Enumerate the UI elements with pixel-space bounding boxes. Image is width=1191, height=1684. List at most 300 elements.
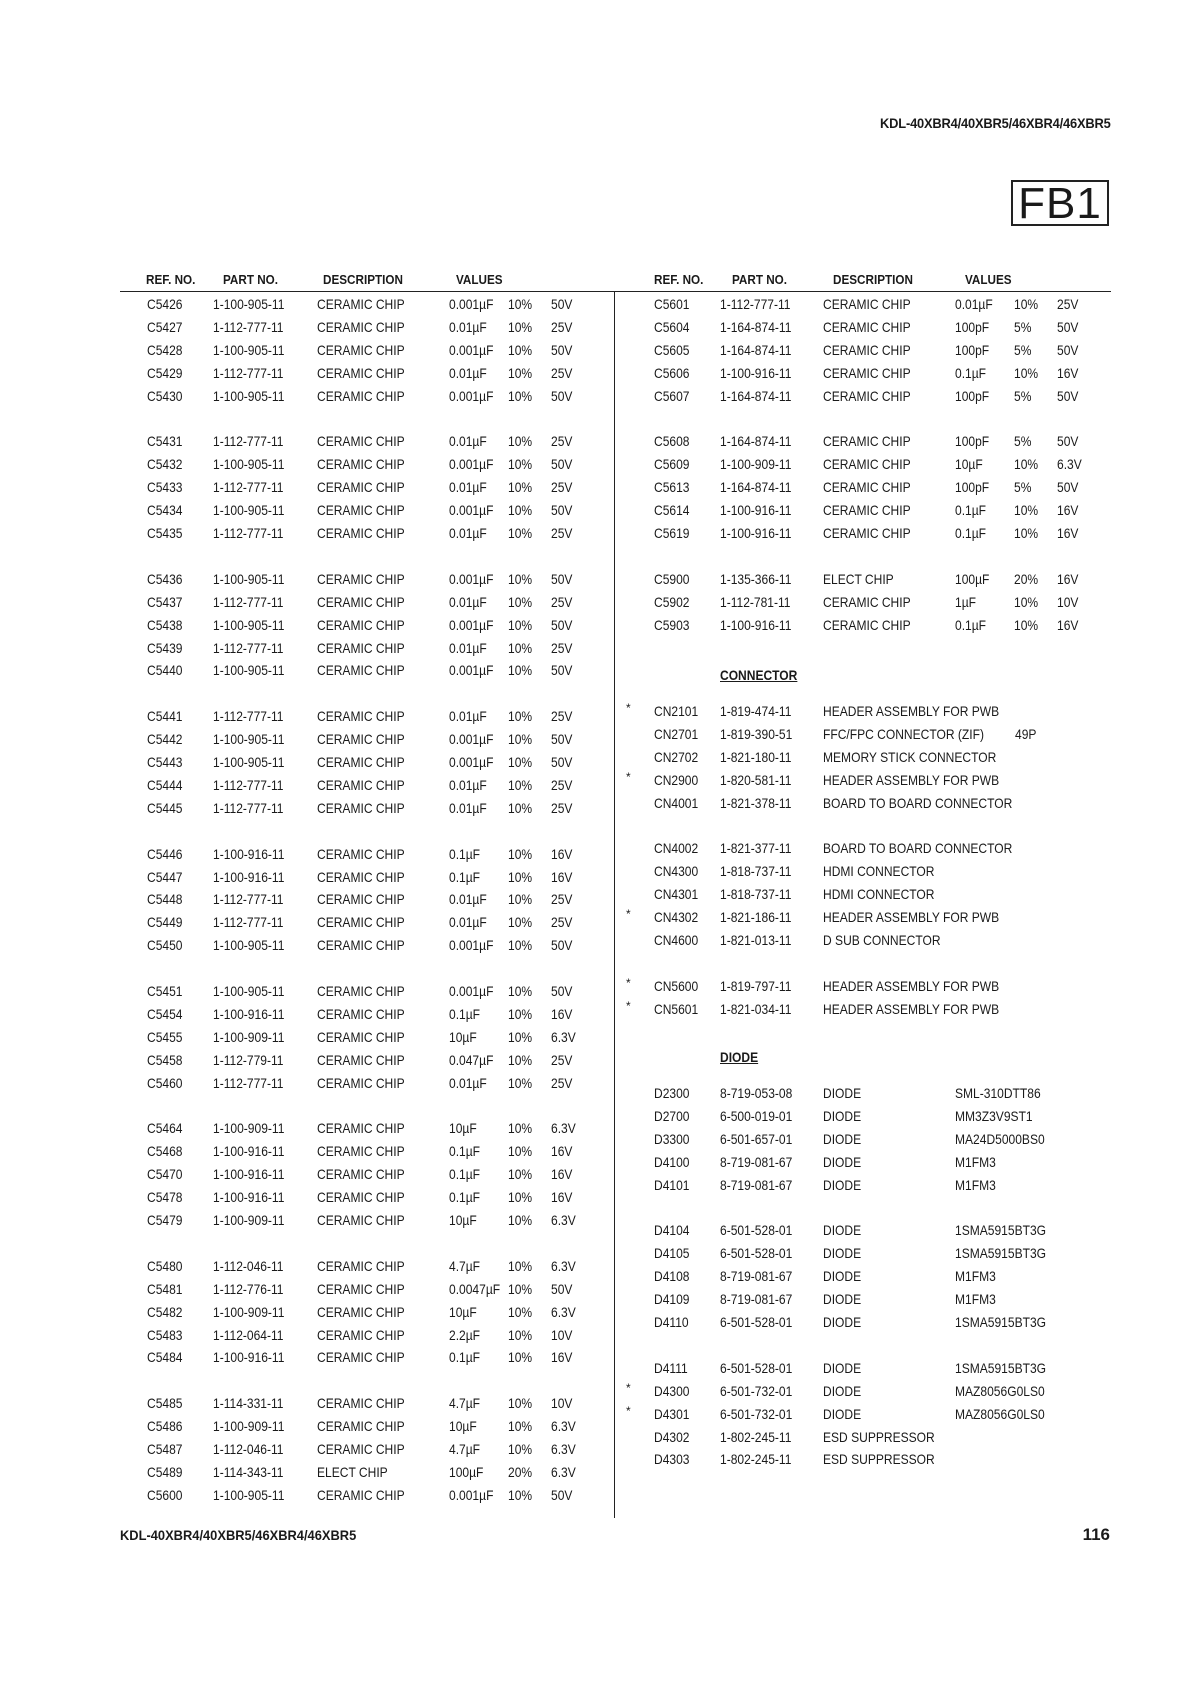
- tolerance: 10%: [508, 1303, 533, 1320]
- tolerance: 10%: [508, 776, 533, 793]
- tolerance: 10%: [508, 364, 533, 381]
- description: CERAMIC CHIP: [317, 708, 405, 725]
- voltage: 50V: [551, 754, 573, 770]
- tolerance: 10%: [1014, 456, 1039, 473]
- safety-asterisk: *: [626, 1403, 631, 1418]
- voltage: 25V: [551, 639, 573, 656]
- part-no: 6-501-528-01: [720, 1245, 793, 1262]
- voltage: 16V: [551, 1005, 573, 1022]
- description: CERAMIC CHIP: [317, 502, 405, 519]
- part-no: 1-112-777-11: [213, 708, 284, 725]
- value: 4.7µF: [449, 1395, 481, 1412]
- part-no: 6-501-528-01: [720, 1222, 793, 1239]
- description: CERAMIC CHIP: [317, 983, 405, 999]
- ref-no: C5445: [147, 799, 183, 816]
- tolerance: 10%: [508, 1005, 533, 1022]
- value: M1FM3: [955, 1268, 996, 1285]
- ref-no: C5460: [147, 1074, 183, 1091]
- ref-no: CN2702: [654, 748, 699, 765]
- value: 0.01µF: [449, 639, 487, 656]
- ref-no: D4303: [654, 1451, 690, 1468]
- ref-no: C5606: [654, 364, 690, 381]
- description: CERAMIC CHIP: [317, 616, 405, 633]
- ref-no: C5437: [147, 593, 183, 610]
- ref-no: C5432: [147, 456, 183, 473]
- voltage: 25V: [1057, 296, 1079, 312]
- tolerance: 10%: [508, 1120, 533, 1137]
- description: DIODE: [823, 1153, 862, 1170]
- description: HEADER ASSEMBLY FOR PWB: [823, 771, 1000, 788]
- voltage: 50V: [551, 1280, 573, 1297]
- value: 0.001µF: [449, 937, 494, 954]
- col-header-values-left: VALUES: [456, 272, 503, 287]
- value: 0.047µF: [449, 1051, 494, 1068]
- ref-no: C5614: [654, 502, 690, 519]
- ref-no: C5480: [147, 1257, 183, 1274]
- description: CERAMIC CHIP: [317, 1120, 405, 1137]
- value: 1SMA5915BT3G: [955, 1359, 1047, 1376]
- ref-no: C5605: [654, 341, 690, 358]
- value: 100pF: [955, 341, 990, 358]
- ref-no: C5448: [147, 891, 183, 908]
- value: 0.001µF: [449, 341, 494, 358]
- value: 100µF: [955, 570, 990, 587]
- part-no: 1-100-905-11: [213, 937, 285, 954]
- tolerance: 10%: [508, 1212, 533, 1228]
- part-no: 1-114-331-11: [213, 1395, 284, 1412]
- value: 4.7µF: [449, 1257, 481, 1274]
- voltage: 25V: [551, 914, 573, 931]
- section-title-diode: DIODE: [720, 1049, 759, 1065]
- value: M1FM3: [955, 1176, 996, 1193]
- tolerance: 10%: [508, 1257, 533, 1274]
- voltage: 6.3V: [551, 1120, 576, 1137]
- part-no: 1-112-777-11: [213, 364, 284, 381]
- value: 0.001µF: [449, 387, 494, 404]
- col-header-desc-left: DESCRIPTION: [323, 272, 403, 287]
- ref-no: D4109: [654, 1291, 690, 1308]
- ref-no: D2300: [654, 1085, 690, 1101]
- voltage: 50V: [551, 937, 573, 954]
- tolerance: 5%: [1014, 341, 1032, 358]
- ref-no: D4100: [654, 1153, 690, 1170]
- value: 0.01µF: [955, 296, 993, 312]
- value: 1SMA5915BT3G: [955, 1222, 1047, 1239]
- tolerance: 10%: [508, 1349, 533, 1366]
- tolerance: 10%: [508, 983, 533, 999]
- part-no: 1-112-777-11: [213, 318, 284, 335]
- part-no: 1-100-909-11: [213, 1418, 285, 1435]
- voltage: 50V: [551, 387, 573, 404]
- value: MA24D5000BS0: [955, 1130, 1045, 1147]
- ref-no: C5487: [147, 1441, 183, 1457]
- voltage: 50V: [551, 296, 573, 312]
- part-no: 1-112-777-11: [213, 433, 284, 450]
- ref-no: CN4302: [654, 909, 699, 926]
- part-no: 1-135-366-11: [720, 570, 792, 587]
- description: CERAMIC CHIP: [823, 593, 911, 610]
- ref-no: C5446: [147, 845, 183, 862]
- part-no: 1-112-777-11: [213, 891, 284, 908]
- ref-no: C5489: [147, 1463, 183, 1480]
- value: 0.001µF: [449, 570, 494, 587]
- tolerance: 10%: [1014, 364, 1039, 381]
- value: 0.001µF: [449, 456, 494, 473]
- description: CERAMIC CHIP: [317, 1189, 405, 1206]
- ref-no: CN2701: [654, 725, 699, 742]
- ref-no: C5449: [147, 914, 183, 931]
- tolerance: 10%: [508, 639, 533, 656]
- ref-no: C5435: [147, 525, 183, 541]
- ref-no: C5609: [654, 456, 690, 473]
- description: DIODE: [823, 1382, 862, 1399]
- col-header-desc-right: DESCRIPTION: [833, 272, 913, 287]
- ref-no: C5903: [654, 616, 690, 633]
- column-divider: [614, 291, 615, 1518]
- tolerance: 10%: [508, 1418, 533, 1435]
- tolerance: 20%: [1014, 570, 1039, 587]
- description: CERAMIC CHIP: [317, 364, 405, 381]
- description: CERAMIC CHIP: [823, 616, 911, 633]
- description: DIODE: [823, 1222, 862, 1239]
- value: M1FM3: [955, 1291, 996, 1308]
- description: CERAMIC CHIP: [317, 1166, 405, 1183]
- ref-no: D4302: [654, 1428, 690, 1445]
- voltage: 25V: [551, 479, 573, 496]
- description: D SUB CONNECTOR: [823, 932, 941, 948]
- ref-no: C5478: [147, 1189, 183, 1206]
- value: 100pF: [955, 318, 990, 335]
- ref-no: C5451: [147, 983, 183, 999]
- footer-model-text: KDL-40XBR4/40XBR5/46XBR4/46XBR5: [120, 1527, 357, 1543]
- description: CERAMIC CHIP: [823, 318, 911, 335]
- ref-no: D2700: [654, 1107, 690, 1124]
- part-no: 1-100-916-11: [720, 364, 792, 381]
- value: 100pF: [955, 479, 990, 496]
- voltage: 50V: [551, 1486, 573, 1503]
- tolerance: 10%: [508, 525, 533, 541]
- ref-no: C5450: [147, 937, 183, 954]
- ref-no: D4108: [654, 1268, 690, 1285]
- value: 0.01µF: [449, 799, 487, 816]
- board-code-box: FB1: [1011, 180, 1109, 226]
- ref-no: C5442: [147, 731, 183, 748]
- part-no: 1-802-245-11: [720, 1428, 792, 1445]
- part-no: 6-501-732-01: [720, 1382, 793, 1399]
- part-no: 1-100-905-11: [213, 662, 285, 679]
- part-no: 1-100-916-11: [213, 1349, 285, 1366]
- description: HEADER ASSEMBLY FOR PWB: [823, 977, 1000, 994]
- ref-no: C5600: [147, 1486, 183, 1503]
- voltage: 25V: [551, 525, 573, 541]
- description: HEADER ASSEMBLY FOR PWB: [823, 1000, 1000, 1017]
- value: 10µF: [449, 1418, 477, 1435]
- voltage: 50V: [1057, 479, 1079, 496]
- tolerance: 10%: [508, 754, 533, 770]
- ref-no: C5427: [147, 318, 183, 335]
- tolerance: 10%: [508, 616, 533, 633]
- part-no: 1-100-905-11: [213, 983, 285, 999]
- description: ELECT CHIP: [823, 570, 894, 587]
- part-no: 1-100-916-11: [720, 616, 792, 633]
- ref-no: D4104: [654, 1222, 690, 1239]
- part-no: 1-164-874-11: [720, 433, 792, 450]
- part-no: 8-719-081-67: [720, 1291, 793, 1308]
- description: CERAMIC CHIP: [317, 318, 405, 335]
- description: CERAMIC CHIP: [823, 433, 911, 450]
- voltage: 25V: [551, 708, 573, 725]
- tolerance: 10%: [508, 433, 533, 450]
- part-no: 1-112-046-11: [213, 1257, 284, 1274]
- description: CERAMIC CHIP: [317, 1418, 405, 1435]
- tolerance: 10%: [508, 1486, 533, 1503]
- value: M1FM3: [955, 1153, 996, 1170]
- value: 0.1µF: [449, 845, 481, 862]
- tolerance: 5%: [1014, 318, 1032, 335]
- part-no: 1-821-180-11: [720, 748, 792, 765]
- description: CERAMIC CHIP: [317, 845, 405, 862]
- part-no: 1-819-474-11: [720, 703, 792, 719]
- ref-no: CN4001: [654, 794, 699, 811]
- ref-no: C5470: [147, 1166, 183, 1183]
- voltage: 50V: [551, 983, 573, 999]
- description: CERAMIC CHIP: [317, 1028, 405, 1045]
- voltage: 25V: [551, 433, 573, 450]
- part-no: 1-100-909-11: [213, 1120, 285, 1137]
- value: 0.0047µF: [449, 1280, 501, 1297]
- tolerance: 10%: [508, 1051, 533, 1068]
- tolerance: 10%: [508, 1166, 533, 1183]
- voltage: 16V: [551, 845, 573, 862]
- tolerance: 10%: [508, 1326, 533, 1343]
- safety-asterisk: *: [626, 975, 631, 990]
- part-no: 1-100-909-11: [213, 1303, 285, 1320]
- description: CERAMIC CHIP: [317, 754, 405, 770]
- value: 0.001µF: [449, 731, 494, 748]
- part-no: 1-112-777-11: [213, 479, 284, 496]
- header-model-text: KDL-40XBR4/40XBR5/46XBR4/46XBR5: [880, 115, 1111, 131]
- tolerance: 10%: [508, 1441, 533, 1457]
- voltage: 50V: [551, 731, 573, 748]
- description: BOARD TO BOARD CONNECTOR: [823, 794, 1013, 811]
- voltage: 6.3V: [551, 1028, 576, 1045]
- tolerance: 10%: [508, 914, 533, 931]
- description: CERAMIC CHIP: [317, 1212, 405, 1228]
- value: 0.1µF: [449, 1005, 481, 1022]
- value: 0.1µF: [955, 502, 987, 519]
- tolerance: 5%: [1014, 479, 1032, 496]
- part-no: 1-819-797-11: [720, 977, 792, 994]
- description: DIODE: [823, 1359, 862, 1376]
- tolerance: 10%: [508, 662, 533, 679]
- value: 10µF: [955, 456, 983, 473]
- voltage: 10V: [551, 1395, 573, 1412]
- ref-no: C5607: [654, 387, 690, 404]
- description: HEADER ASSEMBLY FOR PWB: [823, 703, 1000, 719]
- description: BOARD TO BOARD CONNECTOR: [823, 840, 1013, 857]
- ref-no: CN4002: [654, 840, 699, 857]
- part-no: 1-100-916-11: [213, 1166, 285, 1183]
- value: 0.01µF: [449, 593, 487, 610]
- voltage: 6.3V: [551, 1303, 576, 1320]
- part-no: 1-100-909-11: [213, 1212, 285, 1228]
- part-no: 1-112-777-11: [720, 296, 791, 312]
- ref-no: C5438: [147, 616, 183, 633]
- description: CERAMIC CHIP: [317, 1349, 405, 1366]
- voltage: 6.3V: [551, 1418, 576, 1435]
- part-no: 1-802-245-11: [720, 1451, 792, 1468]
- part-no: 1-112-046-11: [213, 1441, 284, 1457]
- ref-no: C5431: [147, 433, 183, 450]
- description: CERAMIC CHIP: [317, 868, 405, 885]
- voltage: 6.3V: [551, 1463, 576, 1480]
- tolerance: 10%: [508, 868, 533, 885]
- value: MAZ8056G0LS0: [955, 1405, 1045, 1422]
- part-no: 1-100-909-11: [720, 456, 792, 473]
- voltage: 25V: [551, 799, 573, 816]
- tolerance: 10%: [508, 708, 533, 725]
- ref-no: C5608: [654, 433, 690, 450]
- part-no: 1-164-874-11: [720, 318, 792, 335]
- description: CERAMIC CHIP: [317, 1051, 405, 1068]
- part-no: 8-719-053-08: [720, 1085, 793, 1101]
- ref-no: C5900: [654, 570, 690, 587]
- safety-asterisk: *: [626, 1380, 631, 1395]
- ref-no: C5428: [147, 341, 183, 358]
- tolerance: 10%: [508, 937, 533, 954]
- voltage: 25V: [551, 1074, 573, 1091]
- col-header-ref-right: REF. NO.: [654, 272, 704, 287]
- tolerance: 10%: [1014, 296, 1039, 312]
- voltage: 6.3V: [551, 1212, 576, 1228]
- part-no: 1-112-779-11: [213, 1051, 284, 1068]
- col-header-part-left: PART NO.: [223, 272, 279, 287]
- ref-no: C5429: [147, 364, 183, 381]
- description: CERAMIC CHIP: [823, 456, 911, 473]
- description: DIODE: [823, 1107, 862, 1124]
- part-no: 1-100-916-11: [720, 525, 792, 541]
- description: CERAMIC CHIP: [823, 364, 911, 381]
- tolerance: 10%: [1014, 502, 1039, 519]
- tolerance: 5%: [1014, 387, 1032, 404]
- ref-no: C5468: [147, 1143, 183, 1160]
- tolerance: 5%: [1014, 433, 1032, 450]
- tolerance: 10%: [508, 1280, 533, 1297]
- voltage: 16V: [1057, 364, 1079, 381]
- ref-no: C5436: [147, 570, 183, 587]
- part-no: 1-112-777-11: [213, 639, 284, 656]
- value: 0.1µF: [955, 525, 987, 541]
- value: 0.001µF: [449, 296, 494, 312]
- ref-no: CN5601: [654, 1000, 699, 1017]
- value: 0.01µF: [449, 708, 487, 725]
- voltage: 16V: [1057, 525, 1079, 541]
- tolerance: 10%: [1014, 616, 1039, 633]
- tolerance: 10%: [508, 456, 533, 473]
- ref-no: C5613: [654, 479, 690, 496]
- part-no: 6-501-528-01: [720, 1359, 793, 1376]
- ref-no: CN5600: [654, 977, 699, 994]
- ref-no: C5454: [147, 1005, 183, 1022]
- voltage: 25V: [551, 364, 573, 381]
- part-no: 1-100-909-11: [213, 1028, 285, 1045]
- page-number: 116: [1082, 1525, 1110, 1544]
- part-no: 1-112-776-11: [213, 1280, 284, 1297]
- tolerance: 10%: [508, 1189, 533, 1206]
- description: CERAMIC CHIP: [823, 502, 911, 519]
- value: SML-310DTT86: [955, 1085, 1041, 1101]
- description: CERAMIC CHIP: [317, 914, 405, 931]
- description: CERAMIC CHIP: [317, 731, 405, 748]
- description: CERAMIC CHIP: [317, 799, 405, 816]
- description: ELECT CHIP: [317, 1463, 388, 1480]
- voltage: 16V: [551, 1143, 573, 1160]
- value: 100pF: [955, 387, 990, 404]
- value: 0.1µF: [449, 1166, 481, 1183]
- part-no: 8-719-081-67: [720, 1153, 793, 1170]
- value: 0.01µF: [449, 1074, 487, 1091]
- ref-no: C5440: [147, 662, 183, 679]
- value: 4.7µF: [449, 1441, 481, 1457]
- part-no: 8-719-081-67: [720, 1268, 793, 1285]
- description: CERAMIC CHIP: [317, 1326, 405, 1343]
- header-rule: [120, 291, 1111, 292]
- ref-no: C5455: [147, 1028, 183, 1045]
- part-no: 1-821-186-11: [720, 909, 792, 926]
- description: CERAMIC CHIP: [823, 296, 911, 312]
- ref-no: C5483: [147, 1326, 183, 1343]
- description: CERAMIC CHIP: [317, 341, 405, 358]
- description: CERAMIC CHIP: [823, 341, 911, 358]
- voltage: 10V: [551, 1326, 573, 1343]
- voltage: 50V: [1057, 433, 1079, 450]
- voltage: 16V: [1057, 570, 1079, 587]
- value: 10µF: [449, 1303, 477, 1320]
- description: CERAMIC CHIP: [317, 1257, 405, 1274]
- value: 0.01µF: [449, 914, 487, 931]
- voltage: 25V: [551, 593, 573, 610]
- tolerance: 10%: [508, 570, 533, 587]
- voltage: 50V: [551, 341, 573, 358]
- description: CERAMIC CHIP: [317, 525, 405, 541]
- voltage: 50V: [1057, 318, 1079, 335]
- ref-no: C5430: [147, 387, 183, 404]
- tolerance: 10%: [1014, 593, 1039, 610]
- part-no: 1-112-777-11: [213, 593, 284, 610]
- description: CERAMIC CHIP: [317, 1486, 405, 1503]
- description: CERAMIC CHIP: [317, 639, 405, 656]
- safety-asterisk: *: [626, 998, 631, 1013]
- value: 10µF: [449, 1120, 477, 1137]
- tolerance: 10%: [508, 479, 533, 496]
- ref-no: C5447: [147, 868, 183, 885]
- part-no: 1-821-013-11: [720, 932, 792, 948]
- tolerance: 20%: [508, 1463, 533, 1480]
- description: CERAMIC CHIP: [317, 296, 405, 312]
- description: CERAMIC CHIP: [317, 1005, 405, 1022]
- description: CERAMIC CHIP: [317, 456, 405, 473]
- ref-no: D4300: [654, 1382, 690, 1399]
- value: 0.1µF: [449, 1143, 481, 1160]
- part-no: 1-112-777-11: [213, 799, 284, 816]
- col-header-ref-left: REF. NO.: [146, 272, 196, 287]
- tolerance: 10%: [508, 387, 533, 404]
- description: MEMORY STICK CONNECTOR: [823, 748, 997, 765]
- part-no: 1-100-916-11: [720, 502, 792, 519]
- part-no: 1-164-874-11: [720, 479, 792, 496]
- value: MAZ8056G0LS0: [955, 1382, 1045, 1399]
- ref-no: CN2101: [654, 703, 699, 719]
